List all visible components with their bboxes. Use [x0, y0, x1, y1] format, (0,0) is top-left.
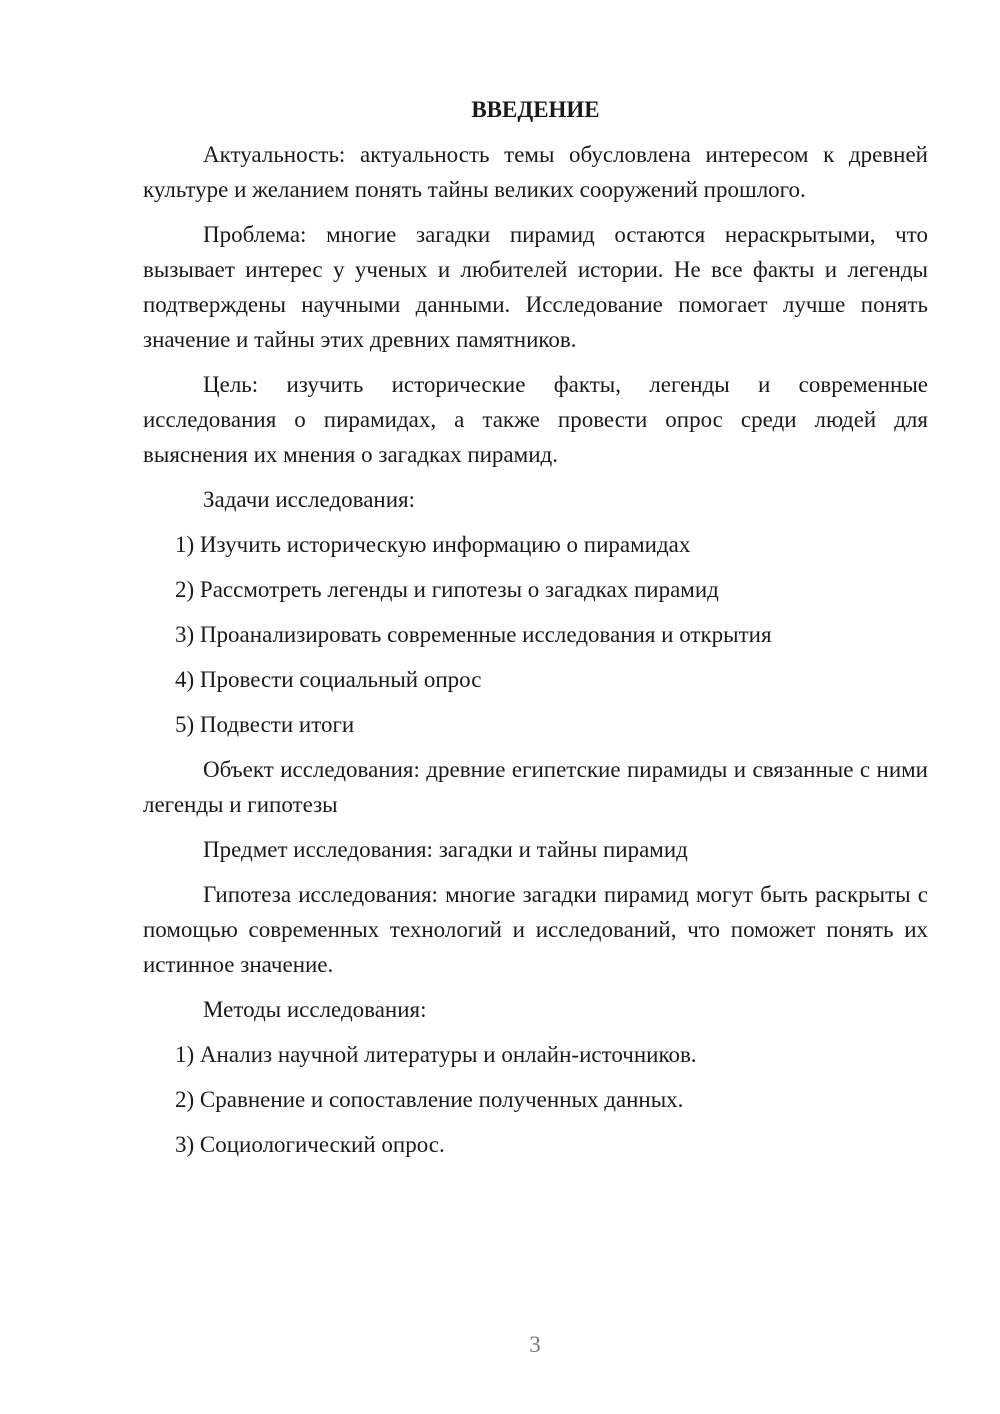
tasks-list	[143, 527, 928, 742]
methods-list	[143, 1037, 928, 1162]
section-title: ВВЕДЕНИЕ	[471, 97, 600, 122]
method-item: 1) Анализ научной литературы и онлайн-источников.	[175, 1042, 697, 1067]
task-item: 2) Рассмотреть легенды и гипотезы о загадках пирамид	[175, 577, 719, 602]
hypothesis-paragraph: Гипотеза исследования: многие загадки пирамид могут быть раскрыты с помощью современных технологий и исследований, что поможет понять их истинное значение.	[143, 882, 928, 977]
document-body	[143, 92, 928, 1172]
method-item: 2) Сравнение и сопоставление полученных данных.	[175, 1087, 684, 1112]
task-item: 4) Провести социальный опрос	[175, 667, 482, 692]
problem-paragraph: Проблема: многие загадки пирамид остаются нераскрытыми, что вызывает интерес у ученых и любителей истории. Не все факты и легенды подтверждены научными данными. Исследование помогает лучше понять значение и тайны этих древних памятников.	[143, 222, 928, 352]
goal-paragraph: Цель: изучить исторические факты, легенды и современные исследования о пирамидах, а также провести опрос среди людей для выяснения их мнения о загадках пирамид.	[143, 372, 928, 467]
task-item: 1) Изучить историческую информацию о пирамидах	[175, 532, 691, 557]
relevance-paragraph: Актуальность: актуальность темы обусловлена интересом к древней культуре и желанием понять тайны великих сооружений прошлого.	[143, 142, 928, 202]
object-paragraph: Объект исследования: древние египетские пирамиды и связанные с ними легенды и гипотезы	[143, 757, 928, 817]
subject-paragraph: Предмет исследования: загадки и тайны пирамид	[203, 837, 688, 862]
task-item: 3) Проанализировать современные исследования и открытия	[175, 622, 772, 647]
task-item: 5) Подвести итоги	[175, 712, 355, 737]
tasks-heading: Задачи исследования:	[203, 487, 416, 512]
page-number: 3	[529, 1332, 541, 1357]
method-item: 3) Социологический опрос.	[175, 1132, 445, 1157]
methods-heading: Методы исследования:	[203, 997, 427, 1022]
